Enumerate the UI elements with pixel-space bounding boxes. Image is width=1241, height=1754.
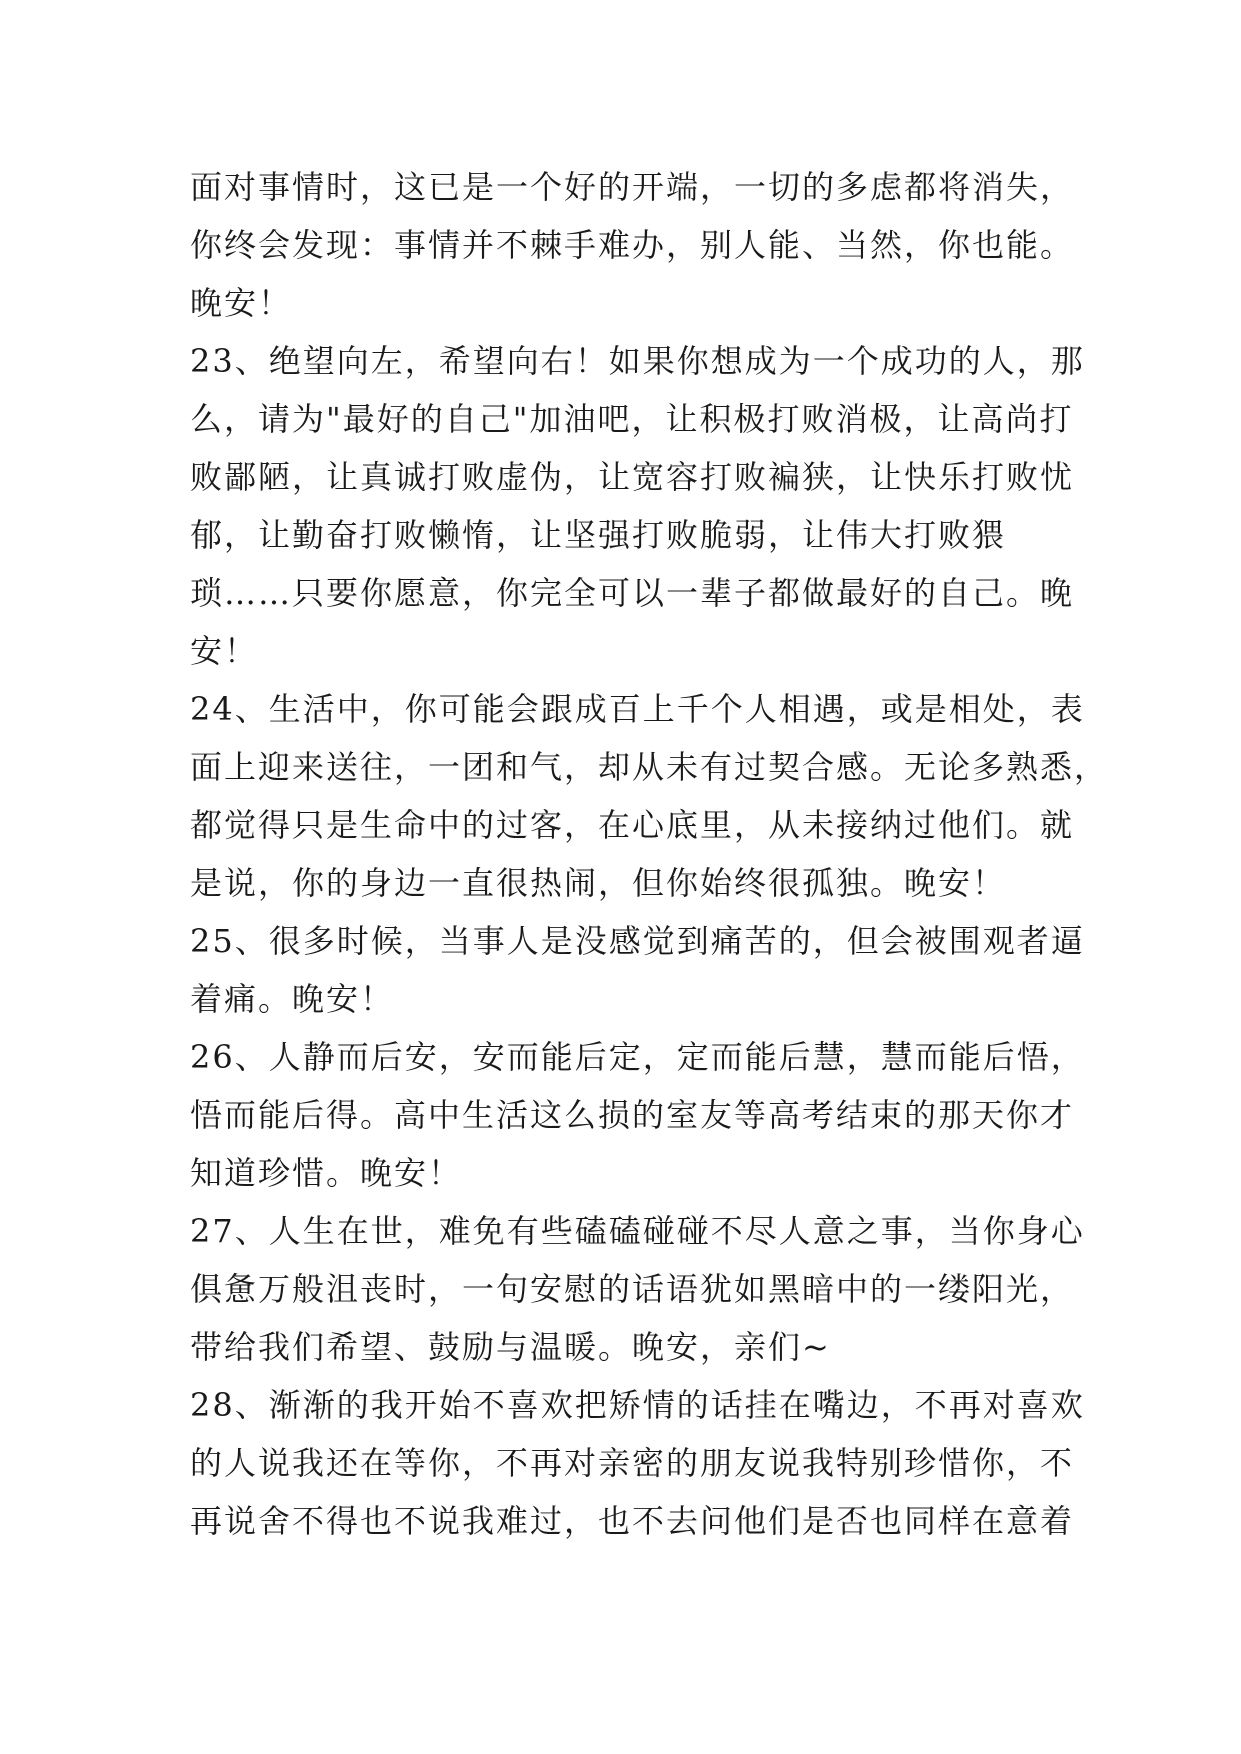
text-line: 晚安！: [190, 284, 293, 322]
text-line: 25、很多时候，当事人是没感觉到痛苦的，但会被围观者逼: [190, 922, 1085, 960]
text-line: 悟而能后得。高中生活这么损的室友等高考结束的那天你才: [190, 1096, 1075, 1134]
text-line: 安！: [190, 632, 259, 670]
text-line: 败鄙陋，让真诚打败虚伪，让宽容打败褊狭，让快乐打败忧: [190, 458, 1075, 496]
text-line: 面上迎来送往，一团和气，却从未有过契合感。无论多熟悉，: [190, 748, 1109, 786]
text-line: 么，请为"最好的自己"加油吧，让积极打败消极，让高尚打: [190, 400, 1074, 438]
text-line: 知道珍惜。晚安！: [190, 1154, 463, 1192]
text-line: 琐……只要你愿意，你完全可以一辈子都做最好的自己。晚: [190, 574, 1075, 612]
text-line: 再说舍不得也不说我难过，也不去问他们是否也同样在意着: [190, 1502, 1075, 1540]
text-line: 23、绝望向左，希望向右！如果你想成为一个成功的人，那: [190, 342, 1085, 380]
text-line: 是说，你的身边一直很热闹，但你始终很孤独。晚安！: [190, 864, 1007, 902]
document-body-text: [190, 158, 1109, 1550]
text-line: 俱惫万般沮丧时，一句安慰的话语犹如黑暗中的一缕阳光，: [190, 1270, 1075, 1308]
text-line: 28、渐渐的我开始不喜欢把矫情的话挂在嘴边，不再对喜欢: [190, 1386, 1085, 1424]
text-line: 的人说我还在等你，不再对亲密的朋友说我特别珍惜你，不: [190, 1444, 1075, 1482]
text-line: 26、人静而后安，安而能后定，定而能后慧，慧而能后悟，: [190, 1038, 1085, 1076]
text-line: 24、生活中，你可能会跟成百上千个人相遇，或是相处，表: [190, 690, 1085, 728]
text-line: 郁，让勤奋打败懒惰，让坚强打败脆弱，让伟大打败猥: [190, 516, 1007, 554]
text-line: 都觉得只是生命中的过客，在心底里，从未接纳过他们。就: [190, 806, 1075, 844]
text-line: 带给我们希望、鼓励与温暖。晚安，亲们~: [190, 1328, 831, 1366]
text-line: 你终会发现：事情并不棘手难办，别人能、当然，你也能。: [190, 226, 1075, 264]
text-line: 着痛。晚安！: [190, 980, 395, 1018]
text-line: 面对事情时，这已是一个好的开端，一切的多虑都将消失，: [190, 168, 1075, 206]
text-line: 27、人生在世，难免有些磕磕碰碰不尽人意之事，当你身心: [190, 1212, 1085, 1250]
